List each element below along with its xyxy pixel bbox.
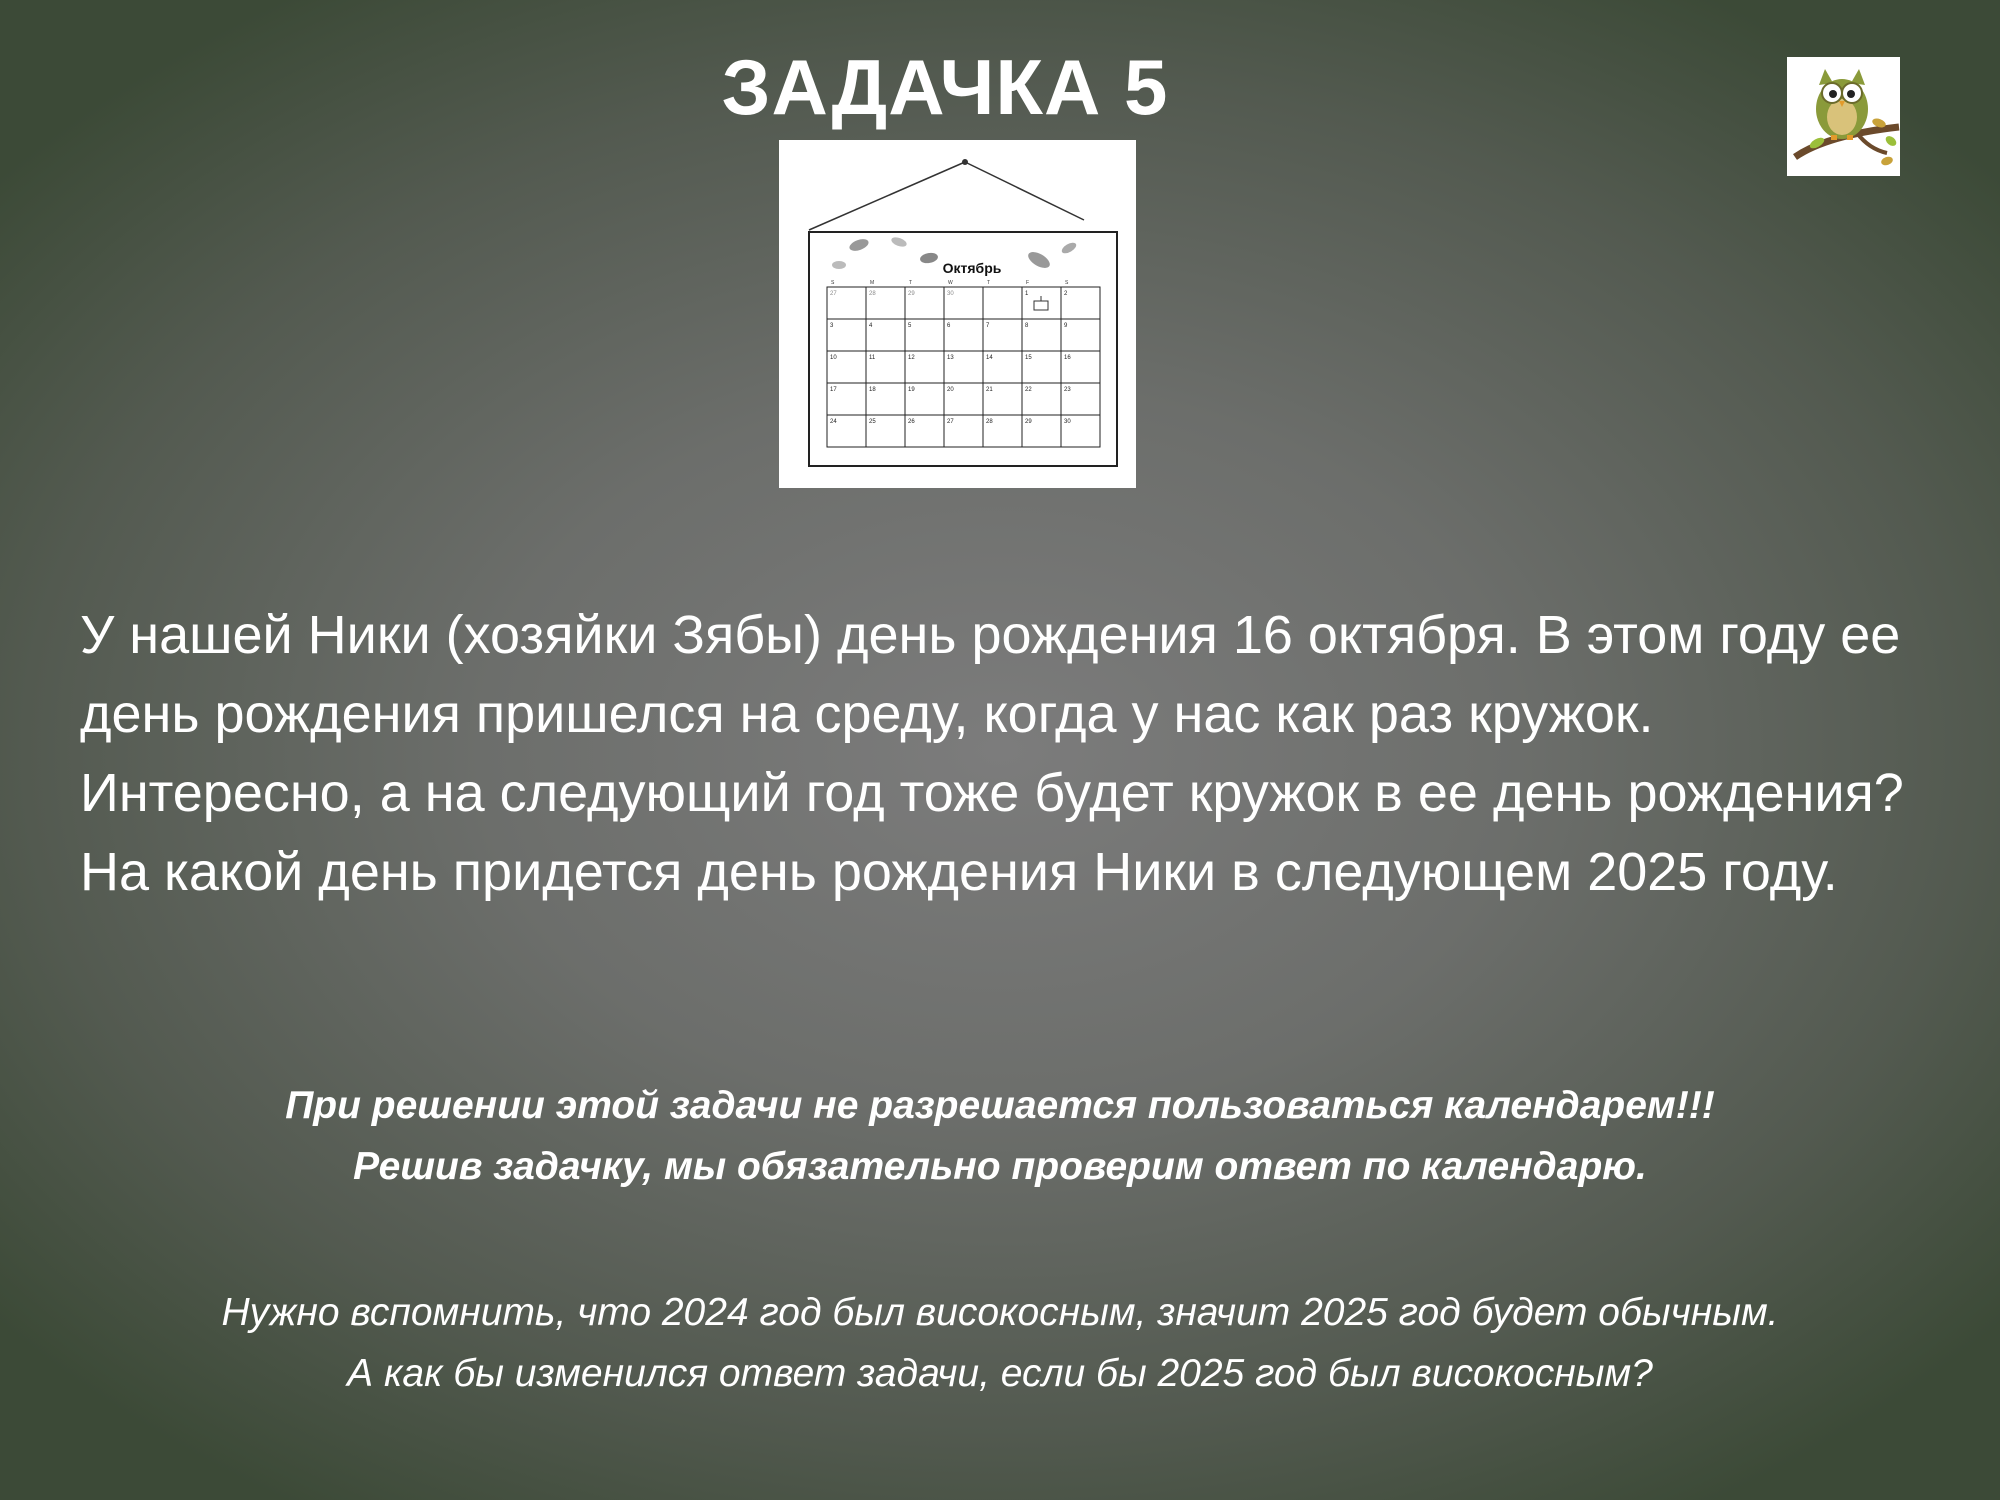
calendar-day-number: 22: [1025, 387, 1032, 393]
calendar-weekday: F: [1026, 280, 1030, 286]
calendar-day-number: 21: [986, 387, 993, 393]
calendar-weekday: S: [1065, 280, 1069, 286]
calendar-day-number: 23: [1064, 387, 1071, 393]
calendar-day-number: 10: [830, 355, 837, 361]
calendar-weekday: W: [948, 280, 953, 286]
calendar-day-number: 30: [1064, 419, 1071, 425]
slide-title: ЗАДАЧКА 5: [721, 43, 1169, 131]
calendar-month: Октябрь: [942, 260, 1002, 276]
calendar-day-number: 11: [869, 355, 876, 361]
rule-text: [0, 1075, 2000, 1197]
calendar-day-number: 18: [869, 387, 876, 393]
calendar-day-number: 4: [869, 323, 873, 329]
calendar-day-number: 29: [908, 291, 915, 297]
calendar-day-number: 19: [908, 387, 915, 393]
calendar-day-number: 5: [908, 323, 912, 329]
calendar-day-number: 7: [986, 323, 990, 329]
note-line-2: А как бы изменился ответ задачи, если бы 2025 год был високосным?: [347, 1352, 1653, 1395]
calendar-weekday: M: [870, 280, 875, 286]
owl-logo: [1787, 57, 1900, 176]
calendar-day-number: 12: [908, 355, 915, 361]
calendar-day-number: 24: [830, 419, 837, 425]
calendar-weekday: S: [831, 280, 835, 286]
calendar-day-number: 13: [947, 355, 954, 361]
rule-line-1: При решении этой задачи не разрешается пользоваться календарем!!!: [285, 1084, 1715, 1127]
calendar-day-number: 3: [830, 323, 834, 329]
calendar-day-number: 25: [869, 419, 876, 425]
calendar-day-number: 28: [869, 291, 876, 297]
calendar-day-number: 29: [1025, 419, 1032, 425]
calendar-day-number: 17: [830, 387, 837, 393]
calendar-day-number: 27: [947, 419, 954, 425]
calendar-day-number: 2: [1064, 291, 1068, 297]
calendar-day-number: 9: [1064, 323, 1068, 329]
calendar-day-number: 8: [1025, 323, 1029, 329]
calendar-day-number: 20: [947, 387, 954, 393]
calendar-illustration: [779, 140, 1136, 488]
calendar-image: [779, 140, 1136, 488]
calendar-day-number: 15: [1025, 355, 1032, 361]
calendar-day-number: 26: [908, 419, 915, 425]
problem-text: У нашей Ники (хозяйки Зябы) день рождения 16 октября. В этом году ее день рождения пришелся на среду, когда у нас как раз кружок. Интересно, а на следующий год тоже будет кружок в ее день рождения? На какой день придется день рождения Ники в следующем 2025 году.: [80, 605, 1904, 902]
calendar-weekday: T: [987, 280, 991, 286]
owl-icon: [1787, 57, 1900, 176]
calendar-day-number: 27: [830, 291, 837, 297]
calendar-day-number: 6: [947, 323, 951, 329]
note-text: [0, 1282, 2000, 1404]
note-line-1: Нужно вспомнить, что 2024 год был високосным, значит 2025 год будет обычным.: [221, 1291, 1779, 1334]
calendar-day-number: 14: [986, 355, 993, 361]
rule-line-2: Решив задачку, мы обязательно проверим ответ по календарю.: [353, 1145, 1647, 1188]
calendar-day-number: 30: [947, 291, 954, 297]
calendar-weekday: T: [909, 280, 913, 286]
calendar-day-number: 28: [986, 419, 993, 425]
calendar-day-number: 1: [1025, 291, 1029, 297]
calendar-day-number: 16: [1064, 355, 1071, 361]
